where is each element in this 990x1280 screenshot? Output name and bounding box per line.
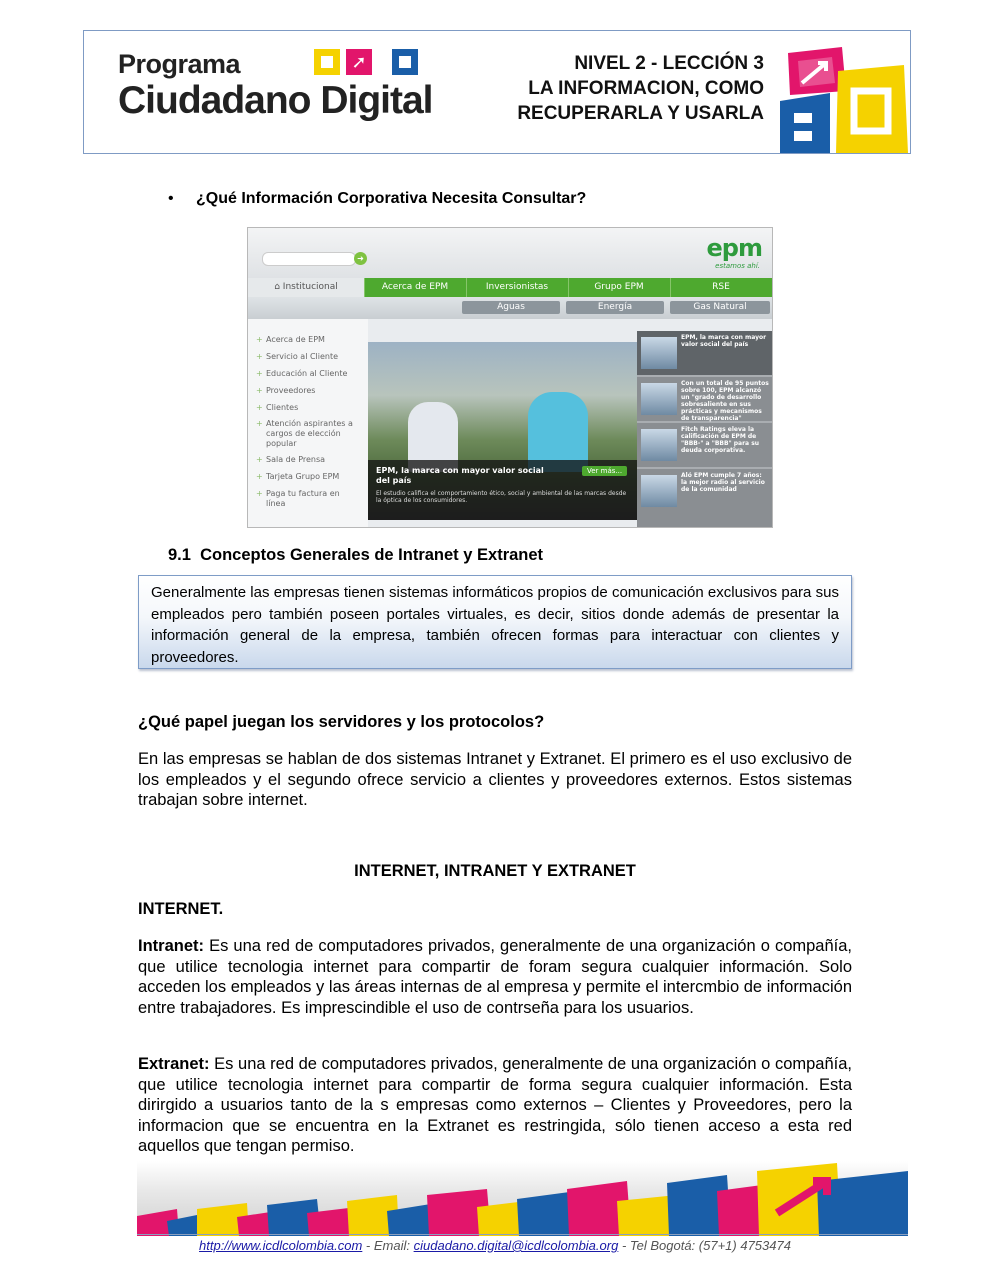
epm-photo-caption: [368, 460, 637, 520]
footer-blocks-icon: [137, 1161, 908, 1236]
decorative-blocks-icon: [780, 43, 910, 153]
internet-heading: INTERNET.: [138, 900, 224, 918]
logo-square-blue: [392, 49, 418, 75]
epm-news-item: [637, 423, 772, 469]
intranet-text: Es una red de computadores privados, generalmente de una organización o compañía, que utilice tecnologia internet para compartir de foram segura cualquier información. Solo acceden los empleados y las áreas internas de al empresa y permite el intercmbio de información entre trabajadores. Es imprescindible el uso de contrseña para los usuarios.: [138, 937, 852, 1017]
news-thumbnail: [641, 337, 677, 369]
epm-caption-desc: El estudio califica el comportamiento ético, social y ambiental de las marcas desde la óptica de los consumidores.: [376, 490, 627, 504]
epm-sidebar-item: + Acerca de EPM: [256, 335, 361, 345]
epm-website-screenshot: [247, 227, 773, 528]
epm-sidebar-item: + Proveedores: [256, 386, 361, 396]
section-title: [168, 546, 543, 565]
extranet-text: Es una red de computadores privados, generalmente de una organización o compañía, que utilice tecnologia internet para compartir de forma segura cualquier información. Esta dirirgido a usuarios tanto de la s empresas como externos – Clientes y Proveedores, pero la informacion que se encuentra en la Extranet es restringida, sólo tienen acceso a esta red aquellos que tengan permiso.: [138, 1055, 852, 1155]
footer-separator: - Email:: [362, 1238, 414, 1253]
paragraph-1: En las empresas se hablan de dos sistemas Intranet y Extranet. El primero es el uso exclusivo de los empleados y el segundo ofrece servicio a clientes y proveedores externos. Estos sistemas trabajan sobre internet.: [138, 750, 852, 809]
epm-nav-bar: [248, 278, 772, 297]
program-logo: [118, 51, 433, 120]
epm-sidebar-item: + Atención aspirantes a cargos de elección popular: [256, 419, 361, 449]
epm-top-bar: [248, 228, 772, 278]
epm-sub-nav: [248, 297, 772, 319]
epm-tagline: estamos ahí.: [715, 262, 760, 270]
epm-search-input: [262, 252, 356, 266]
extranet-label: Extranet:: [138, 1055, 210, 1073]
epm-sidebar-item: + Clientes: [256, 403, 361, 413]
epm-news-panel: [637, 331, 772, 527]
news-text: Fitch Ratings eleva la calificación de EPM de "BBB-" a "BBB" para su deuda corporativa.: [681, 426, 760, 454]
footer-phone: - Tel Bogotá: (57+1) 4753474: [618, 1238, 791, 1253]
footer-contact: [138, 1238, 852, 1253]
page-header: [83, 30, 911, 154]
epm-sidebar-item: + Servicio al Cliente: [256, 352, 361, 362]
epm-news-item: [637, 331, 772, 377]
lesson-line-3: RECUPERARLA Y USARLA: [517, 103, 764, 124]
epm-caption-title: EPM, la marca con mayor valor social del país: [376, 466, 544, 485]
logo-line-2: Ciudadano Digital: [118, 79, 433, 122]
footer-divider: [137, 1234, 908, 1235]
news-text: Aló EPM cumple 7 años: la mejor radio al servicio de la comunidad: [681, 472, 765, 493]
epm-sidebar-item: + Sala de Prensa: [256, 455, 361, 465]
section-title-text: Conceptos Generales de Intranet y Extranet: [200, 546, 544, 564]
logo-arrow-icon: ➚: [346, 49, 372, 75]
footer-decoration: [137, 1161, 908, 1236]
epm-feature-photo: [368, 342, 637, 520]
news-thumbnail: [641, 475, 677, 507]
logo-line-1: Programa: [118, 49, 241, 79]
epm-sidebar-item: + Paga tu factura en línea: [256, 489, 361, 509]
epm-news-item: [637, 469, 772, 513]
footer-email-link[interactable]: ciudadano.digital@icdlcolombia.org: [413, 1238, 619, 1253]
intranet-paragraph: [138, 936, 852, 1018]
news-thumbnail: [641, 383, 677, 415]
intranet-label: Intranet:: [138, 937, 204, 955]
epm-sidebar: [248, 319, 368, 528]
bullet-heading: ¿Qué Información Corporativa Necesita Consultar?: [196, 190, 587, 207]
extranet-paragraph: [138, 1054, 852, 1157]
epm-tab-rse: RSE: [712, 282, 730, 292]
question-heading: ¿Qué papel juegan los servidores y los protocolos?: [138, 713, 545, 731]
logo-square-yellow: [314, 49, 340, 75]
epm-tab-acerca: Acerca de EPM: [364, 278, 467, 297]
info-box: [138, 575, 852, 669]
lesson-title: [517, 51, 764, 126]
epm-tab-grupo: Grupo EPM: [568, 278, 671, 297]
epm-search-button-icon: ➜: [354, 252, 367, 265]
epm-news-item: [637, 377, 772, 423]
epm-sidebar-item: + Educación al Cliente: [256, 369, 361, 379]
news-text: EPM, la marca con mayor valor social del país: [681, 334, 767, 348]
epm-subtab-energia: Energía: [566, 301, 664, 314]
bullet-glyph: •: [168, 190, 174, 207]
info-box-text: Generalmente las empresas tienen sistemas informáticos propios de comunicación exclusivos para sus empleados pero también poseen portales virtuales, es decir, sitios donde además de presentar la información general de la empresa, también ofrecen formas para interactuar con clientes y proveedores.: [151, 584, 839, 666]
epm-subtab-gas: Gas Natural: [670, 301, 770, 314]
news-thumbnail: [641, 429, 677, 461]
footer-website-link[interactable]: http://www.icdlcolombia.com: [199, 1238, 363, 1253]
epm-tab-inversionistas: Inversionistas: [466, 278, 569, 297]
epm-logo: epm: [706, 234, 762, 262]
epm-subtab-aguas: Aguas: [462, 301, 560, 314]
epm-ver-mas-button: Ver más...: [582, 466, 627, 476]
section-number: 9.1: [168, 546, 191, 564]
center-heading: INTERNET, INTRANET Y EXTRANET: [354, 862, 636, 880]
lesson-line-1: NIVEL 2 - LECCIÓN 3: [574, 53, 764, 74]
lesson-line-2: LA INFORMACION, COMO: [528, 78, 764, 99]
news-text: Con un total de 95 puntos sobre 100, EPM alcanzó un "grado de desarrollo sobresaliente en sus prácticas y mecanismos de transparencia": [681, 380, 769, 422]
epm-tab-institucional: ⌂ Institucional: [248, 278, 365, 297]
epm-sidebar-item: + Tarjeta Grupo EPM: [256, 472, 361, 482]
